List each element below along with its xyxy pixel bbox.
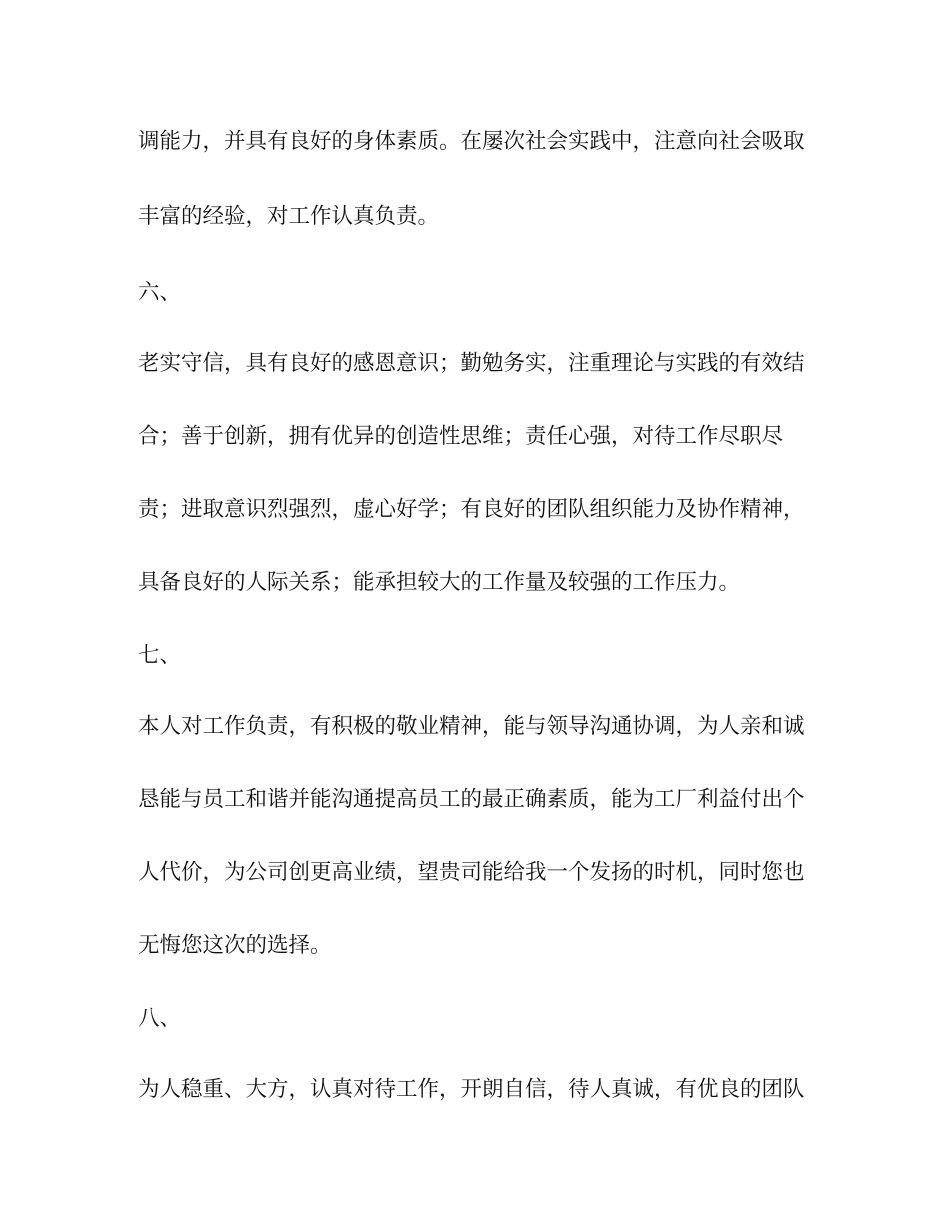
section-heading: 七、 [138, 643, 182, 668]
paragraph-line: 调能力，并具有良好的身体素质。在屡次社会实践中，注意向社会吸取 [138, 129, 805, 154]
paragraph-line: 无悔您这次的选择。 [138, 933, 332, 958]
section-heading: 八、 [138, 1006, 182, 1031]
paragraph-line: 本人对工作负责，有积极的敬业精神，能与领导沟通协调，为人亲和诚 [138, 714, 805, 739]
paragraph-line: 为人稳重、大方，认真对待工作，开朗自信，待人真诚，有优良的团队 [138, 1077, 805, 1102]
paragraph-line: 恳能与员工和谐并能沟通提高员工的最正确素质，能为工厂利益付出个 [138, 787, 805, 812]
paragraph-line: 人代价，为公司创更高业绩，望贵司能给我一个发扬的时机，同时您也 [138, 860, 805, 885]
paragraph-line: 丰富的经验，对工作认真负责。 [138, 204, 440, 229]
paragraph-line: 具备良好的人际关系；能承担较大的工作量及较强的工作压力。 [138, 570, 741, 595]
paragraph-line: 合；善于创新，拥有优异的创造性思维；责任心强，对待工作尽职尽 [138, 424, 784, 449]
paragraph-line: 老实守信，具有良好的感恩意识；勤勉务实，注重理论与实践的有效结 [138, 351, 805, 376]
paragraph-line: 责；进取意识烈强烈，虚心好学；有良好的团队组织能力及协作精神， [138, 497, 805, 522]
section-heading: 六、 [138, 280, 182, 305]
